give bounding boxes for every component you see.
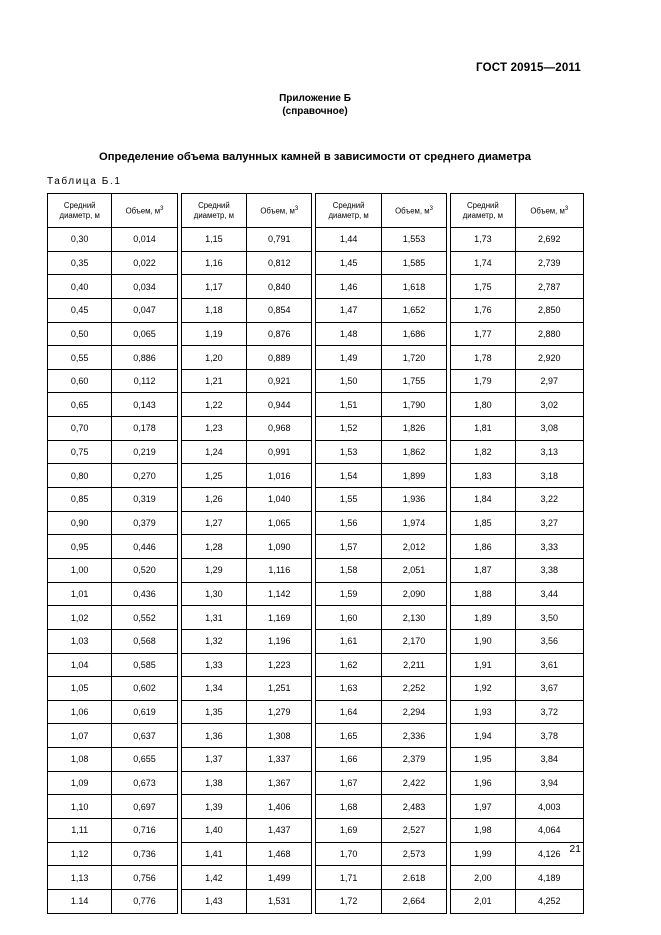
diameter-cell: 1,55 xyxy=(316,488,381,512)
diameter-cell: 0,60 xyxy=(48,369,112,393)
diameter-cell: 1,05 xyxy=(48,677,112,701)
diameter-cell: 2,00 xyxy=(451,866,515,890)
volume-cell: 0,112 xyxy=(112,369,177,393)
volume-cell: 3,27 xyxy=(515,511,583,535)
volume-cell: 0,436 xyxy=(112,582,177,606)
diameter-cell: 1,90 xyxy=(451,629,515,653)
diameter-cell: 1,44 xyxy=(316,228,381,252)
volume-cell: 1,862 xyxy=(381,440,446,464)
diameter-cell: 1,46 xyxy=(316,275,381,299)
page-number: 21 xyxy=(569,843,581,855)
table-row xyxy=(48,535,584,559)
volume-cell: 1,367 xyxy=(247,771,312,795)
volume-cell: 1,618 xyxy=(381,275,446,299)
diameter-cell: 1,66 xyxy=(316,748,381,772)
diameter-cell: 0,35 xyxy=(48,251,112,275)
volume-cell: 1,016 xyxy=(247,464,312,488)
diameter-cell: 0,40 xyxy=(48,275,112,299)
table-row xyxy=(48,417,584,441)
volume-cell: 3,18 xyxy=(515,464,583,488)
volume-cell: 2,573 xyxy=(381,842,446,866)
volume-cell: 0,602 xyxy=(112,677,177,701)
table-row xyxy=(48,795,584,819)
diameter-cell: 1,60 xyxy=(316,606,381,630)
table-row xyxy=(48,606,584,630)
diameter-cell: 1,26 xyxy=(181,488,246,512)
volume-cell: 2,483 xyxy=(381,795,446,819)
diameter-cell: 1,58 xyxy=(316,558,381,582)
diameter-cell: 1,25 xyxy=(181,464,246,488)
volume-cell: 0,319 xyxy=(112,488,177,512)
volume-cell: 0,889 xyxy=(247,346,312,370)
diameter-cell: 1,81 xyxy=(451,417,515,441)
table-row xyxy=(48,228,584,252)
diameter-cell: 1,31 xyxy=(181,606,246,630)
table-row xyxy=(48,819,584,843)
diameter-cell: 1,70 xyxy=(316,842,381,866)
diameter-cell: 1,89 xyxy=(451,606,515,630)
table-row xyxy=(48,700,584,724)
table-row xyxy=(48,275,584,299)
volume-cell: 3,13 xyxy=(515,440,583,464)
header-volume-exponent: 3 xyxy=(160,206,164,213)
table-row xyxy=(48,771,584,795)
volume-cell: 3,22 xyxy=(515,488,583,512)
volume-cell: 4,064 xyxy=(515,819,583,843)
header-volume-2 xyxy=(247,194,312,228)
diameter-cell: 1,32 xyxy=(181,629,246,653)
diameter-cell: 1,73 xyxy=(451,228,515,252)
diameter-cell: 1,98 xyxy=(451,819,515,843)
table-row xyxy=(48,251,584,275)
diameter-cell: 0,50 xyxy=(48,322,112,346)
volume-cell: 0,637 xyxy=(112,724,177,748)
volume-cell: 2,880 xyxy=(515,322,583,346)
volume-cell: 0,034 xyxy=(112,275,177,299)
volume-cell: 0,585 xyxy=(112,653,177,677)
diameter-cell: 0,70 xyxy=(48,417,112,441)
diameter-cell: 1,62 xyxy=(316,653,381,677)
volume-cell: 0,756 xyxy=(112,866,177,890)
diameter-cell: 1,20 xyxy=(181,346,246,370)
volume-cell: 1,437 xyxy=(247,819,312,843)
volume-cell: 0,886 xyxy=(112,346,177,370)
table-row xyxy=(48,393,584,417)
diameter-cell: 1,24 xyxy=(181,440,246,464)
diameter-cell: 1,04 xyxy=(48,653,112,677)
appendix-heading xyxy=(0,92,630,118)
header-volume-label: Объем, м xyxy=(395,206,430,216)
diameter-cell: 1,34 xyxy=(181,677,246,701)
volume-cell: 1,337 xyxy=(247,748,312,772)
diameter-cell: 1,07 xyxy=(48,724,112,748)
diameter-cell: 1,76 xyxy=(451,298,515,322)
diameter-cell: 1,64 xyxy=(316,700,381,724)
table-row xyxy=(48,748,584,772)
diameter-cell: 1,78 xyxy=(451,346,515,370)
volume-cell: 3,78 xyxy=(515,724,583,748)
diameter-cell: 1,21 xyxy=(181,369,246,393)
diameter-cell: 1,06 xyxy=(48,700,112,724)
volume-cell: 2,379 xyxy=(381,748,446,772)
volume-cell: 2.618 xyxy=(381,866,446,890)
volume-cell: 0,697 xyxy=(112,795,177,819)
volume-cell: 0,921 xyxy=(247,369,312,393)
volume-cell: 2,850 xyxy=(515,298,583,322)
header-volume-3 xyxy=(381,194,446,228)
diameter-cell: 1,36 xyxy=(181,724,246,748)
header-volume-exponent: 3 xyxy=(564,206,569,213)
volume-cell: 1,142 xyxy=(247,582,312,606)
diameter-cell: 1,52 xyxy=(316,417,381,441)
volume-cell: 0,143 xyxy=(112,393,177,417)
diameter-cell: 0,30 xyxy=(48,228,112,252)
diameter-cell: 1,35 xyxy=(181,700,246,724)
volume-cell: 2,336 xyxy=(381,724,446,748)
volume-cell: 0,968 xyxy=(247,417,312,441)
volume-cell: 2,920 xyxy=(515,346,583,370)
volume-cell: 1,974 xyxy=(381,511,446,535)
header-diameter-line: Средний xyxy=(198,200,230,210)
diameter-cell: 2,01 xyxy=(451,889,515,913)
diameter-cell: 1,59 xyxy=(316,582,381,606)
volume-cell: 0,619 xyxy=(112,700,177,724)
volume-cell: 3,94 xyxy=(515,771,583,795)
diameter-cell: 1,85 xyxy=(451,511,515,535)
table-row xyxy=(48,677,584,701)
table-row xyxy=(48,653,584,677)
diameter-cell: 1,01 xyxy=(48,582,112,606)
diameter-cell: 1,48 xyxy=(316,322,381,346)
volume-cell: 0,219 xyxy=(112,440,177,464)
table-body xyxy=(48,228,584,914)
table-row xyxy=(48,488,584,512)
volume-cell: 0,673 xyxy=(112,771,177,795)
header-volume-label: Объем, м xyxy=(530,206,565,216)
diameter-cell: 1,41 xyxy=(181,842,246,866)
diameter-cell: 1,93 xyxy=(451,700,515,724)
diameter-cell: 1,95 xyxy=(451,748,515,772)
diameter-cell: 0,90 xyxy=(48,511,112,535)
volume-cell: 2,170 xyxy=(381,629,446,653)
header-diameter-line: Средний xyxy=(332,200,365,210)
volume-cell: 1,531 xyxy=(247,889,312,913)
header-volume-label: Объем, м xyxy=(260,206,295,216)
volume-cell: 1,652 xyxy=(381,298,446,322)
volume-cell: 0,840 xyxy=(247,275,312,299)
volume-cell: 1,251 xyxy=(247,677,312,701)
diameter-cell: 1,88 xyxy=(451,582,515,606)
volume-cell: 2,692 xyxy=(515,228,583,252)
appendix-title: Приложение Б xyxy=(279,93,351,104)
diameter-cell: 1,50 xyxy=(316,369,381,393)
table-row xyxy=(48,464,584,488)
volume-table-wrapper xyxy=(47,193,584,914)
volume-cell: 1,899 xyxy=(381,464,446,488)
header-diameter-line: диаметр, м xyxy=(59,210,100,220)
table-row xyxy=(48,440,584,464)
volume-cell: 0,812 xyxy=(247,251,312,275)
diameter-cell: 1,19 xyxy=(181,322,246,346)
diameter-cell: 1,23 xyxy=(181,417,246,441)
volume-cell: 3,50 xyxy=(515,606,583,630)
volume-cell: 1,499 xyxy=(247,866,312,890)
volume-cell: 4,126 xyxy=(515,842,583,866)
diameter-cell: 1,03 xyxy=(48,629,112,653)
diameter-cell: 1,17 xyxy=(181,275,246,299)
volume-cell: 1,826 xyxy=(381,417,446,441)
diameter-cell: 1,79 xyxy=(451,369,515,393)
volume-cell: 2,97 xyxy=(515,369,583,393)
diameter-cell: 1,18 xyxy=(181,298,246,322)
header-diameter-line: Средний xyxy=(63,200,96,210)
table-row xyxy=(48,346,584,370)
diameter-cell: 1,27 xyxy=(181,511,246,535)
header-diameter-line: Средний xyxy=(467,200,499,210)
diameter-cell: 1,91 xyxy=(451,653,515,677)
volume-cell: 0,716 xyxy=(112,819,177,843)
diameter-cell: 1,42 xyxy=(181,866,246,890)
volume-cell: 1,720 xyxy=(381,346,446,370)
volume-cell: 1,279 xyxy=(247,700,312,724)
table-row xyxy=(48,889,584,913)
diameter-cell: 1,10 xyxy=(48,795,112,819)
diameter-cell: 1,77 xyxy=(451,322,515,346)
volume-cell: 3,33 xyxy=(515,535,583,559)
header-diameter-3 xyxy=(316,194,381,228)
diameter-cell: 1,92 xyxy=(451,677,515,701)
diameter-cell: 1,40 xyxy=(181,819,246,843)
volume-cell: 2,739 xyxy=(515,251,583,275)
table-header-row xyxy=(48,194,584,228)
volume-cell: 1,223 xyxy=(247,653,312,677)
diameter-cell: 1,08 xyxy=(48,748,112,772)
diameter-cell: 1,09 xyxy=(48,771,112,795)
diameter-cell: 1,61 xyxy=(316,629,381,653)
volume-cell: 2,090 xyxy=(381,582,446,606)
volume-cell: 0,854 xyxy=(247,298,312,322)
volume-cell: 2,422 xyxy=(381,771,446,795)
diameter-cell: 1,02 xyxy=(48,606,112,630)
volume-cell: 2,294 xyxy=(381,700,446,724)
volume-cell: 2,252 xyxy=(381,677,446,701)
document-code: ГОСТ 20915—2011 xyxy=(476,62,581,74)
volume-cell: 0,047 xyxy=(112,298,177,322)
diameter-cell: 1,54 xyxy=(316,464,381,488)
volume-cell: 1,065 xyxy=(247,511,312,535)
diameter-cell: 1,75 xyxy=(451,275,515,299)
volume-cell: 0,736 xyxy=(112,842,177,866)
diameter-cell: 1,80 xyxy=(451,393,515,417)
volume-cell: 1,040 xyxy=(247,488,312,512)
volume-cell: 3,02 xyxy=(515,393,583,417)
diameter-cell: 0,45 xyxy=(48,298,112,322)
diameter-cell: 1.14 xyxy=(48,889,112,913)
volume-cell: 0,270 xyxy=(112,464,177,488)
volume-cell: 2,012 xyxy=(381,535,446,559)
volume-cell: 1,468 xyxy=(247,842,312,866)
diameter-cell: 0,85 xyxy=(48,488,112,512)
volume-cell: 2,664 xyxy=(381,889,446,913)
volume-cell: 0,791 xyxy=(247,228,312,252)
diameter-cell: 1,72 xyxy=(316,889,381,913)
volume-cell: 2,051 xyxy=(381,558,446,582)
volume-cell: 1,090 xyxy=(247,535,312,559)
volume-cell: 1,755 xyxy=(381,369,446,393)
volume-cell: 0,446 xyxy=(112,535,177,559)
volume-cell: 3,08 xyxy=(515,417,583,441)
diameter-cell: 1,39 xyxy=(181,795,246,819)
volume-cell: 0,776 xyxy=(112,889,177,913)
diameter-cell: 1,00 xyxy=(48,558,112,582)
table-row xyxy=(48,511,584,535)
table-row xyxy=(48,724,584,748)
diameter-cell: 1,33 xyxy=(181,653,246,677)
diameter-cell: 1,74 xyxy=(451,251,515,275)
volume-cell: 3,72 xyxy=(515,700,583,724)
diameter-cell: 1,67 xyxy=(316,771,381,795)
volume-cell: 2,130 xyxy=(381,606,446,630)
volume-cell: 1,936 xyxy=(381,488,446,512)
diameter-cell: 1,49 xyxy=(316,346,381,370)
volume-cell: 3,61 xyxy=(515,653,583,677)
volume-cell: 2,527 xyxy=(381,819,446,843)
diameter-cell: 1,87 xyxy=(451,558,515,582)
table-row xyxy=(48,558,584,582)
volume-cell: 2,787 xyxy=(515,275,583,299)
diameter-cell: 1,94 xyxy=(451,724,515,748)
volume-cell: 3,84 xyxy=(515,748,583,772)
volume-cell: 0,568 xyxy=(112,629,177,653)
table-row xyxy=(48,298,584,322)
diameter-cell: 0,65 xyxy=(48,393,112,417)
volume-cell: 1,169 xyxy=(247,606,312,630)
diameter-cell: 1,69 xyxy=(316,819,381,843)
diameter-cell: 1,43 xyxy=(181,889,246,913)
volume-cell: 1,585 xyxy=(381,251,446,275)
diameter-cell: 1,13 xyxy=(48,866,112,890)
diameter-cell: 1,51 xyxy=(316,393,381,417)
header-diameter-4 xyxy=(451,194,515,228)
volume-cell: 4,189 xyxy=(515,866,583,890)
diameter-cell: 1,99 xyxy=(451,842,515,866)
header-diameter-2 xyxy=(181,194,246,228)
diameter-cell: 0,80 xyxy=(48,464,112,488)
volume-cell: 4,003 xyxy=(515,795,583,819)
volume-cell: 3,67 xyxy=(515,677,583,701)
diameter-cell: 1,86 xyxy=(451,535,515,559)
volume-cell: 0,552 xyxy=(112,606,177,630)
diameter-cell: 1,45 xyxy=(316,251,381,275)
volume-cell: 1,406 xyxy=(247,795,312,819)
document-title: Определение объема валунных камней в зависимости от среднего диаметра xyxy=(99,151,531,163)
volume-cell: 1,790 xyxy=(381,393,446,417)
volume-cell: 3,38 xyxy=(515,558,583,582)
diameter-cell: 1,15 xyxy=(181,228,246,252)
diameter-cell: 1,63 xyxy=(316,677,381,701)
table-row xyxy=(48,369,584,393)
volume-cell: 0,944 xyxy=(247,393,312,417)
diameter-cell: 1,97 xyxy=(451,795,515,819)
volume-cell: 0,655 xyxy=(112,748,177,772)
diameter-cell: 0,75 xyxy=(48,440,112,464)
volume-cell: 1,196 xyxy=(247,629,312,653)
volume-cell: 0,520 xyxy=(112,558,177,582)
diameter-cell: 1,37 xyxy=(181,748,246,772)
diameter-cell: 1,53 xyxy=(316,440,381,464)
appendix-note: (справочное) xyxy=(282,106,348,117)
volume-cell: 0,065 xyxy=(112,322,177,346)
boulder-volume-table xyxy=(47,193,584,914)
header-volume-exponent: 3 xyxy=(294,206,299,213)
table-row xyxy=(48,842,584,866)
diameter-cell: 1,56 xyxy=(316,511,381,535)
volume-cell: 0,014 xyxy=(112,228,177,252)
diameter-cell: 1,28 xyxy=(181,535,246,559)
diameter-cell: 1,83 xyxy=(451,464,515,488)
header-volume-label: Объем, м xyxy=(125,206,161,216)
diameter-cell: 1,29 xyxy=(181,558,246,582)
volume-cell: 2,211 xyxy=(381,653,446,677)
table-row xyxy=(48,322,584,346)
diameter-cell: 1,68 xyxy=(316,795,381,819)
header-diameter-1 xyxy=(48,194,112,228)
header-diameter-line: диаметр, м xyxy=(193,210,235,220)
table-row xyxy=(48,629,584,653)
diameter-cell: 1,11 xyxy=(48,819,112,843)
header-volume-1 xyxy=(112,194,177,228)
volume-cell: 0,876 xyxy=(247,322,312,346)
diameter-cell: 1,47 xyxy=(316,298,381,322)
diameter-cell: 1,65 xyxy=(316,724,381,748)
header-volume-exponent: 3 xyxy=(429,206,433,213)
volume-cell: 1,553 xyxy=(381,228,446,252)
diameter-cell: 1,57 xyxy=(316,535,381,559)
diameter-cell: 1,22 xyxy=(181,393,246,417)
diameter-cell: 1,82 xyxy=(451,440,515,464)
diameter-cell: 0,55 xyxy=(48,346,112,370)
volume-cell: 1,686 xyxy=(381,322,446,346)
diameter-cell: 1,71 xyxy=(316,866,381,890)
table-row xyxy=(48,582,584,606)
diameter-cell: 1,38 xyxy=(181,771,246,795)
volume-cell: 1,308 xyxy=(247,724,312,748)
diameter-cell: 1,12 xyxy=(48,842,112,866)
header-diameter-line: диаметр, м xyxy=(328,210,369,220)
table-row xyxy=(48,866,584,890)
volume-cell: 0,991 xyxy=(247,440,312,464)
diameter-cell: 1,30 xyxy=(181,582,246,606)
volume-cell: 0,178 xyxy=(112,417,177,441)
diameter-cell: 1,16 xyxy=(181,251,246,275)
volume-cell: 4,252 xyxy=(515,889,583,913)
header-diameter-line: диаметр, м xyxy=(462,210,504,220)
volume-cell: 0,022 xyxy=(112,251,177,275)
diameter-cell: 0,95 xyxy=(48,535,112,559)
volume-cell: 1,116 xyxy=(247,558,312,582)
volume-cell: 0,379 xyxy=(112,511,177,535)
volume-cell: 3,44 xyxy=(515,582,583,606)
diameter-cell: 1,96 xyxy=(451,771,515,795)
table-caption: Таблица Б.1 xyxy=(47,176,122,187)
header-volume-4 xyxy=(515,194,583,228)
diameter-cell: 1,84 xyxy=(451,488,515,512)
volume-cell: 3,56 xyxy=(515,629,583,653)
